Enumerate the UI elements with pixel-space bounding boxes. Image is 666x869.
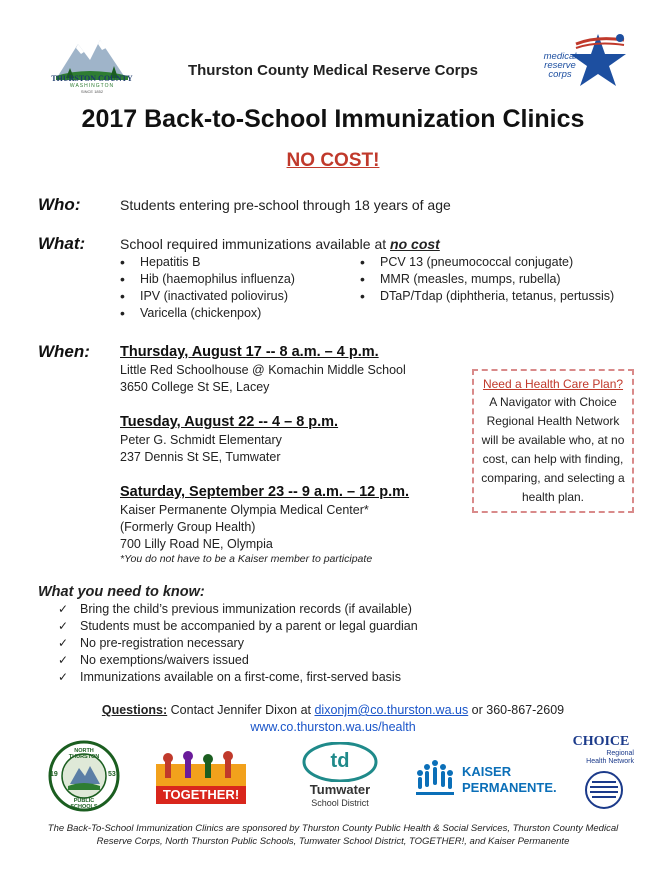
check-item: ✓ Bring the child’s previous immunization records (if available) [58, 601, 418, 618]
health-care-plan-title: Need a Health Care Plan? [482, 377, 624, 391]
sponsor-note: The Back-To-School Immunization Clinics are sponsored by Thurston County Public Health & Social Services, Thurston County Medical Reserve Corps, North Thurston Public Schools, Tumwater School District, TOGETHER!, and Kaiser Permanente [47, 823, 619, 847]
choice-line2: Regional [606, 750, 634, 757]
website-link[interactable]: www.co.thurston.wa.us/health [250, 720, 416, 734]
north-thurston-num-left: 19 [50, 771, 58, 778]
when-label: When: [38, 342, 90, 361]
together-text: TOGETHER! [156, 786, 246, 804]
event-date: Tuesday, August 22 -- 4 – 8 p.m. [120, 414, 339, 430]
choice-logo [568, 734, 640, 814]
tumwater-line1: Tumwater [309, 782, 371, 797]
event-3 [120, 484, 409, 565]
event-date: Thursday, August 17 -- 8 a.m. – 4 p.m. [120, 344, 379, 360]
list-item: • PCV 13 (pneumococcal conjugate) [358, 254, 614, 271]
event-address: 3650 College St SE, Lacey [120, 380, 270, 394]
who-text: Students entering pre-school through 18 years of age [120, 197, 451, 213]
who-label: Who: [38, 195, 81, 214]
check-item: ✓ Immunizations available on a first-come, first-served basis [58, 669, 418, 686]
no-cost-banner: NO COST! [286, 150, 380, 171]
list-item: • Hepatitis B [118, 254, 295, 271]
list-item: • DTaP/Tdap (diphtheria, tetanus, pertussis) [358, 288, 614, 305]
what-text [120, 236, 440, 252]
list-item: • IPV (inactivated poliovirus) [118, 288, 295, 305]
mrc-line2: reserve [544, 60, 576, 71]
kaiser-line2: PERMANENTE. [462, 780, 557, 795]
list-item: • MMR (measles, mumps, rubella) [358, 271, 614, 288]
page-title: 2017 Back-to-School Immunization Clinics [81, 105, 585, 133]
tumwater-logo [300, 742, 380, 812]
thurston-logo-line1: THURSTON COUNTY [51, 74, 133, 83]
kaiser-line1: KAISER [462, 764, 512, 779]
list-item: • Hib (haemophilus influenza) [118, 271, 295, 288]
contact-email-link[interactable]: dixonjm@co.thurston.wa.us [314, 703, 469, 717]
health-care-plan-body: A Navigator with Choice Regional Health Network will be available who, at no cost, can help with finding, comparing, and selecting a health plan. [481, 395, 625, 504]
what-list-left [118, 254, 295, 322]
tumwater-mark-text: td [330, 750, 350, 772]
north-thurston-bottom: PUBLIC SCHOOLS [70, 798, 98, 810]
check-item: ✓ No exemptions/waivers issued [58, 652, 418, 669]
choice-line3: Health Network [586, 758, 634, 765]
north-thurston-num-right: 53 [108, 771, 116, 778]
health-care-plan-callout [472, 369, 634, 513]
choice-line1: CHOICE [572, 734, 630, 749]
north-thurston-logo [48, 740, 120, 812]
thurston-logo-line2: WASHINGTON [69, 83, 115, 89]
what-no-cost-emphasis: no cost [390, 236, 440, 252]
event-address: 237 Dennis St SE, Tumwater [120, 450, 281, 464]
thurston-logo-line3: SINCE 1852 [80, 89, 104, 94]
medical-reserve-corps-logo [536, 26, 636, 96]
what-text-prefix: School required immunizations available at [120, 236, 391, 252]
north-thurston-top: NORTH THURSTON [68, 748, 100, 760]
list-item: • Varicella (chickenpox) [118, 305, 295, 322]
choice-emblem-icon [584, 770, 624, 810]
check-item: ✓ No pre-registration necessary [58, 635, 418, 652]
need-to-know-heading: What you need to know: [38, 584, 205, 600]
tumwater-line2: School District [311, 798, 369, 808]
kaiser-figures-icon [414, 758, 456, 798]
need-to-know-list [58, 601, 418, 686]
event-location: Little Red Schoolhouse @ Komachin Middle School [120, 363, 406, 377]
together-figures-icon [156, 750, 246, 790]
mrc-line1: medical [543, 51, 577, 62]
questions-text: Contact Jennifer Dixon at [167, 703, 315, 717]
event-2 [120, 414, 338, 466]
event-location: Peter G. Schmidt Elementary [120, 433, 282, 447]
kaiser-permanente-logo [414, 758, 564, 802]
what-label: What: [38, 234, 86, 253]
together-logo [156, 750, 246, 806]
check-item: ✓ Students must be accompanied by a parent or legal guardian [58, 618, 418, 635]
org-title: Thurston County Medical Reserve Corps [187, 62, 479, 79]
contact-phone: or 360-867-2609 [468, 703, 565, 717]
what-list-right [358, 254, 614, 305]
event-date: Saturday, September 23 -- 9 a.m. – 12 p.m. [120, 484, 410, 500]
event-address: 700 Lilly Road NE, Olympia [120, 537, 273, 551]
questions-line [0, 703, 666, 717]
event-location-note: (Formerly Group Health) [120, 520, 256, 534]
questions-label: Questions: [101, 703, 168, 717]
event-location: Kaiser Permanente Olympia Medical Center* [120, 503, 369, 517]
mrc-line3: corps [548, 69, 572, 80]
kaiser-membership-note: *You do not have to be a Kaiser member to participate [120, 553, 373, 565]
event-1 [120, 344, 406, 396]
